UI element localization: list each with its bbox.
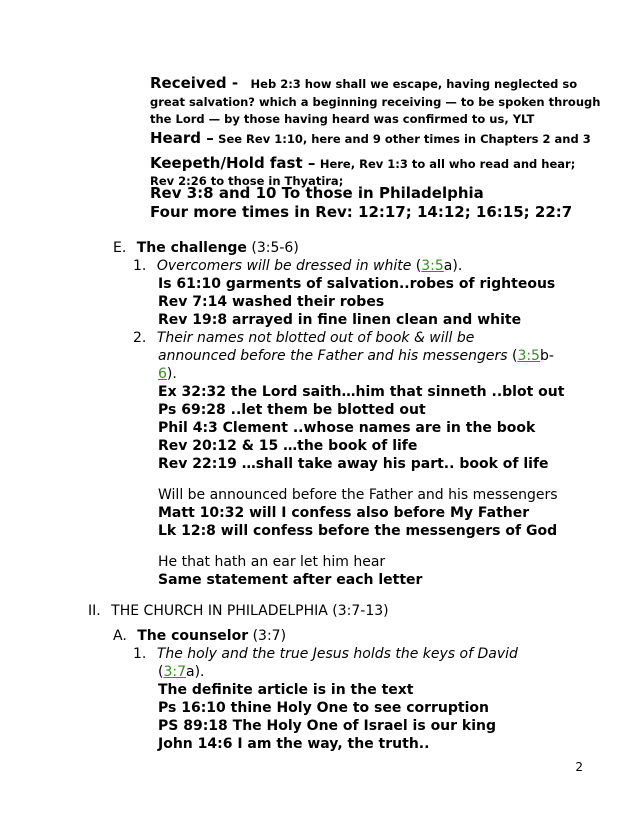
counselor-item-1-ref [158, 664, 205, 681]
challenge-item-2 [133, 330, 474, 347]
page-number: 2 [575, 760, 583, 774]
counselor-marker: A. [113, 628, 127, 644]
counselor-ref: (3:7) [252, 628, 287, 644]
received-text-3: the Lord — by those having heard was confirmed to us, YLT [150, 112, 535, 126]
challenge-item-1-suffix: a). [443, 258, 463, 274]
challenge-heading [113, 240, 299, 257]
scripture-link-3-5a[interactable]: 3:5 [421, 258, 444, 274]
heard-text: See Rev 1:10, here and 9 other times in Chapters 2 and 3 [218, 132, 591, 146]
counselor-item-1-open: ( [158, 664, 164, 680]
keepeth-text-1: Here, Rev 1:3 to all who read and hear; [319, 157, 576, 171]
challenge-item-2-text-1: Their names not blotted out of book & will be [156, 330, 475, 346]
same-statement-text: Same statement after each letter [158, 572, 423, 588]
challenge-item-2-line-3 [158, 366, 177, 383]
challenge-title: The challenge [136, 240, 247, 256]
announced-text: Will be announced before the Father and his messengers [158, 487, 558, 503]
counselor-heading [113, 628, 286, 645]
challenge-marker: E. [113, 240, 127, 256]
counselor-item-1-text: The holy and the true Jesus holds the keys of David [156, 646, 518, 662]
challenge-item-2-marker: 2. [133, 330, 147, 346]
counselor-item-1-marker: 1. [133, 646, 147, 662]
heard-line [150, 130, 591, 148]
challenge-ref: (3:5-6) [251, 240, 299, 256]
challenge-item-1-open: ( [415, 258, 422, 274]
counselor-title: The counselor [137, 628, 249, 644]
keepeth-text-2: Rev 2:26 to those in Thyatira; [150, 174, 344, 188]
section-2-title: THE CHURCH IN PHILADELPHIA (3:7-13) [111, 603, 389, 619]
counselor-item-1-note-1: The definite article is in the text [158, 682, 414, 698]
scripture-link-3-5b[interactable]: 3:5 [517, 348, 540, 364]
heard-label: Heard – [150, 129, 214, 147]
keepeth-label: Keepeth/Hold fast – [150, 154, 316, 172]
section-2-marker: II. [88, 603, 101, 619]
challenge-item-1-note-1: Is 61:10 garments of salvation..robes of righteous [158, 276, 556, 292]
keepeth-line [150, 155, 575, 173]
challenge-item-2-note-4: Rev 20:12 & 15 …the book of life [158, 438, 418, 454]
received-line [150, 75, 577, 93]
scripture-link-3-7a[interactable]: 3:7 [163, 664, 186, 680]
challenge-item-2-suffix: ). [166, 366, 177, 382]
received-text-2: great salvation? which a beginning receiving — to be spoken through [150, 95, 601, 109]
counselor-item-1-suffix: a). [186, 664, 205, 680]
keepeth-text-3: Rev 3:8 and 10 To those in Philadelphia [150, 184, 484, 202]
challenge-item-2-note-1: Ex 32:32 the Lord saith…him that sinneth ..blot out [158, 384, 565, 400]
challenge-item-2-note-5: Rev 22:19 …shall take away his part.. book of life [158, 456, 549, 472]
challenge-item-2-line-2 [158, 348, 554, 365]
challenge-item-2-note-2: Ps 69:28 ..let them be blotted out [158, 402, 426, 418]
keepeth-text-4: Four more times in Rev: 12:17; 14:12; 16:15; 22:7 [150, 203, 573, 221]
challenge-item-2-open: ( [511, 348, 518, 364]
counselor-item-1-note-4: John 14:6 I am the way, the truth.. [158, 736, 430, 752]
counselor-item-1 [133, 646, 518, 663]
challenge-item-2-note-3: Phil 4:3 Clement ..whose names are in the book [158, 420, 536, 436]
challenge-item-1 [133, 258, 462, 275]
challenge-item-1-note-2: Rev 7:14 washed their robes [158, 294, 385, 310]
received-label: Received - [150, 74, 239, 92]
counselor-item-1-note-2: Ps 16:10 thine Holy One to see corruption [158, 700, 489, 716]
announced-note-1: Matt 10:32 will I confess also before My Father [158, 505, 530, 521]
challenge-item-2-text-2: announced before the Father and his messengers [158, 348, 508, 364]
section-2-heading [88, 603, 389, 620]
challenge-item-1-text: Overcomers will be dressed in white [156, 258, 412, 274]
counselor-item-1-note-3: PS 89:18 The Holy One of Israel is our king [158, 718, 497, 734]
challenge-item-2-mid: b- [539, 348, 554, 364]
challenge-item-1-note-3: Rev 19:8 arrayed in fine linen clean and white [158, 312, 522, 328]
challenge-item-1-marker: 1. [133, 258, 147, 274]
announced-note-2: Lk 12:8 will confess before the messengers of God [158, 523, 558, 539]
ear-text: He that hath an ear let him hear [158, 554, 386, 570]
scripture-link-6[interactable]: 6 [158, 366, 167, 382]
received-text-1: Heb 2:3 how shall we escape, having neglected so [250, 77, 578, 91]
